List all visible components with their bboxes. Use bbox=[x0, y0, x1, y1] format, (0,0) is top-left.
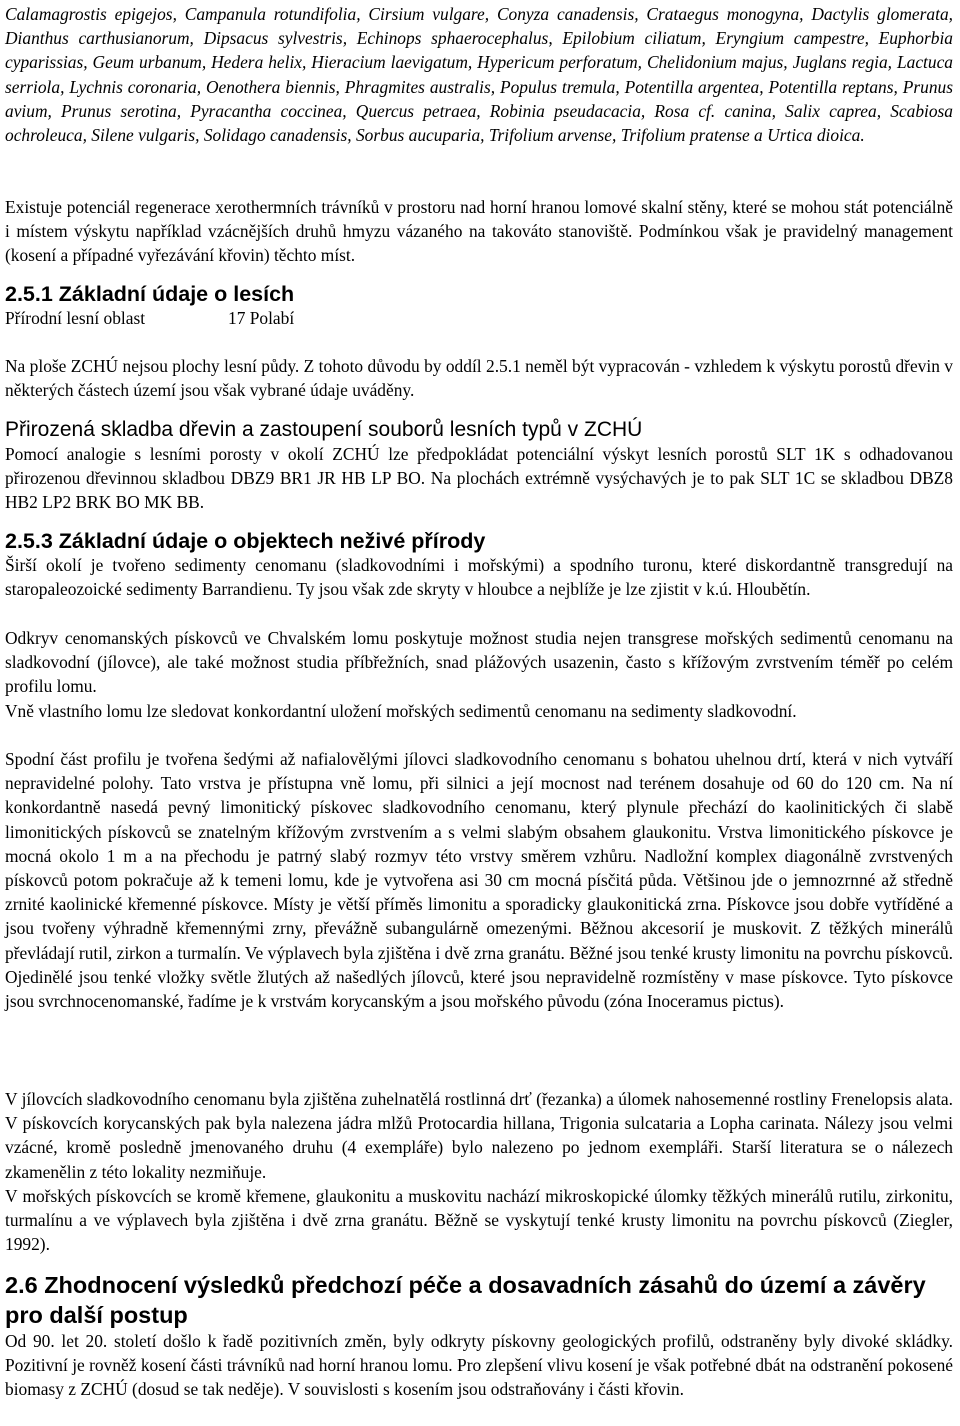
natural-composition-heading: Přirozená skladba dřevin a zastoupení souborů lesních typů v ZCHÚ bbox=[5, 418, 643, 441]
regeneration-paragraph: Existuje potenciál regenerace xerothermních trávníků v prostoru nad horní hranou lomové skalní stěny, které se mohou stát potenciálně i místem výskytu například vzácnějších druhů hmyzu vázaného na takováto stanoviště. Podmínkou však je pravidelný management (kosení a případné vyřezávání křovin) těchto míst. bbox=[5, 197, 953, 266]
species-list-paragraph: Calamagrostis epigejos, Campanula rotundifolia, Cirsium vulgare, Conyza canadensis, Crataegus monogyna, Dactylis glomerata, Dianthus carthusianorum, Dipsacus sylvestris, Echinops sphaerocephalus, Epilobium ciliatum, Eryngium campestre, Euphorbia cyparissias, Geum urbanum, Hedera helix, Hieracium laevigatum, Hypericum perforatum, Chelidonium majus, Juglans regia, Lactuca serriola, Lychnis coronaria, Oenothera biennis, Phragmites australis, Populus tremula, Potentilla argentea, Potentilla reptans, Prunus avium, Prunus serotina, Pyracantha coccinea, Quercus petraea, Robinia pseudacacia, Rosa cf. canina, Salix caprea, Scabiosa ochroleuca, Silene vulgaris, Solidago canadensis, Sorbus aucuparia, Trifolium arvense, Trifolium pratense a Urtica dioica. bbox=[5, 4, 953, 146]
conclusion-paragraph: Od 90. let 20. století došlo k řadě pozitivních změn, byly odkryty pískovny geologických profilů, odstraněny byly divoké skládky. Pozitivní je rovněž kosení části trávníků nad horní hranou lomu. Pro zlepšení vlivu kosení je však potřebné dbát na odstranění pokosené biomasy z ZCHÚ (dosud se tak neděje). V souvislosti s kosením jsou odstraňovány i části křovin. bbox=[5, 1331, 953, 1400]
geology-paragraph-2: Odkryv cenomanských pískovců ve Chvalském lomu poskytuje možnost studia nejen transgrese mořských sedimentů cenomanu na sladkovodní (jílovce), ale také možnost studia příbřežních, snad plážových usazenin, často s křížovým zvrstvením téměř po celém profilu lomu. bbox=[5, 628, 953, 697]
geology-paragraph-3: Vně vlastního lomu lze sledovat konkordantní uložení mořských sedimentů cenomanu na sedimenty sladkovodní. bbox=[5, 701, 797, 721]
geology-paragraph-5: V jílovcích sladkovodního cenomanu byla zjištěna zuhelnatělá rostlinná drť (řezanka) a úlomek nahosemenné rostliny Frenelopsis alata. V pískovcích korycanských pak byla nalezena jádra mlžů Protocardia hillana, Trigonia sulcataria a Lopha carinata. Nálezy jsou velmi vzácné, kromě posledně jmenovaného druhu (4 exempláře) bylo nalezeno po jednom exempláři. Starší literatura se o nálezech zkamenělin z této lokality nezmiňuje. bbox=[5, 1089, 953, 1182]
geology-paragraph-1: Širší okolí je tvořeno sedimenty cenomanu (sladkovodními i mořskými) a spodního turonu, které diskordantně transgredují na staropaleozoické sedimenty Barrandienu. Ty jsou však zde skryty v hloubce a nejblíže je lze zjistit v k.ú. Hloubětín. bbox=[5, 555, 953, 600]
forest-note-paragraph: Na ploše ZCHÚ nejsou plochy lesní půdy. Z tohoto důvodu by oddíl 2.5.1 neměl být vypracován - vzhledem k výskytu porostů dřevin v některých částech území jsou však vybrané údaje uváděny. bbox=[5, 356, 953, 401]
natural-composition-paragraph: Pomocí analogie s lesními porosty v okolí ZCHÚ lze předpokládat potenciální výskyt lesních porostů SLT 1K s odhadovanou přirozenou dřevinnou skladbou DBZ9 BR1 JR HB LP BO. Na plochách extrémně vysýchavých je to pak SLT 1C se skladbou DBZ8 HB2 LP2 BRK BO MK BB. bbox=[5, 444, 953, 513]
geology-paragraph-4: Spodní část profilu je tvořena šedými až nafialovělými jílovci sladkovodního cenomanu s bohatou uhelnou drtí, která v nich vytváří nepravidelné polohy. Tato vrstva je přístupna vně lomu, při silnici a její mocnost nad terénem dosahuje od 60 do 120 cm. Na ní konkordantně nasedá pevný limonitický pískovec sladkovodního cenomanu, který plynule přechází do kaolinitických či slabě limonitických pískovců se znatelným křížovým zvrstvením a s velmi slabým obsahem glaukonitu. Vrstva limonitického pískovce je mocná okolo 1 m a na přechodu je patrný slabý rozmyv této vrstvy směrem vzhůru. Nadložní komplex diagonálně zvrstvených pískovců potom pokračuje až k temeni lomu, kde je vytvořena asi 30 cm mocná písčitá půda. Většinou jde o jemnozrnné až středně zrnité kaolinické křemenné pískovce. Místy je větší příměs limonitu a sporadicky glaukonitická zrna. Pískovce jsou dobře vytříděné a jsou tvořeny výhradně křemennými zrny, převážně subangulárně omezenými. Běžnou akcesorií je muskovit. Z těžkých minerálů převládají rutil, zirkon a turmalín. Ve výplavech byla zjištěna i dvě zrna granátu. Běžné jsou tenké krusty limonitu na povrchu pískovců. Ojedinělé jsou tenké vložky světle žlutých až našedlých jílovců, které jsou nepravidelně rozmístěny v mase pískovce. Tyto pískovce jsou svrchnocenomanské, řadíme je k vrstvám korycanským a jsou mořského původu (zóna Inoceramus pictus). bbox=[5, 749, 953, 1012]
forest-region-row bbox=[5, 306, 295, 330]
forest-region-label: Přírodní lesní oblast bbox=[5, 308, 146, 328]
forest-region-value: 17 Polabí bbox=[228, 308, 295, 328]
section-heading-253: 2.5.3 Základní údaje o objektech neživé přírody bbox=[5, 529, 486, 553]
geology-paragraph-6: V mořských pískovcích se kromě křemene, glaukonitu a muskovitu nachází mikroskopické úlomky těžkých minerálů rutilu, zirkonitu, turmalínu a ve výplavech byla zjištěna i dvě zrna granátu. Běžně se vyskytují tenké krusty limonitu na povrchu pískovců (Ziegler, 1992). bbox=[5, 1186, 953, 1255]
section-heading-26: 2.6 Zhodnocení výsledků předchozí péče a dosavadních zásahů do území a závěry pro další postup bbox=[5, 1272, 926, 1328]
section-heading-251: 2.5.1 Základní údaje o lesích bbox=[5, 282, 295, 306]
